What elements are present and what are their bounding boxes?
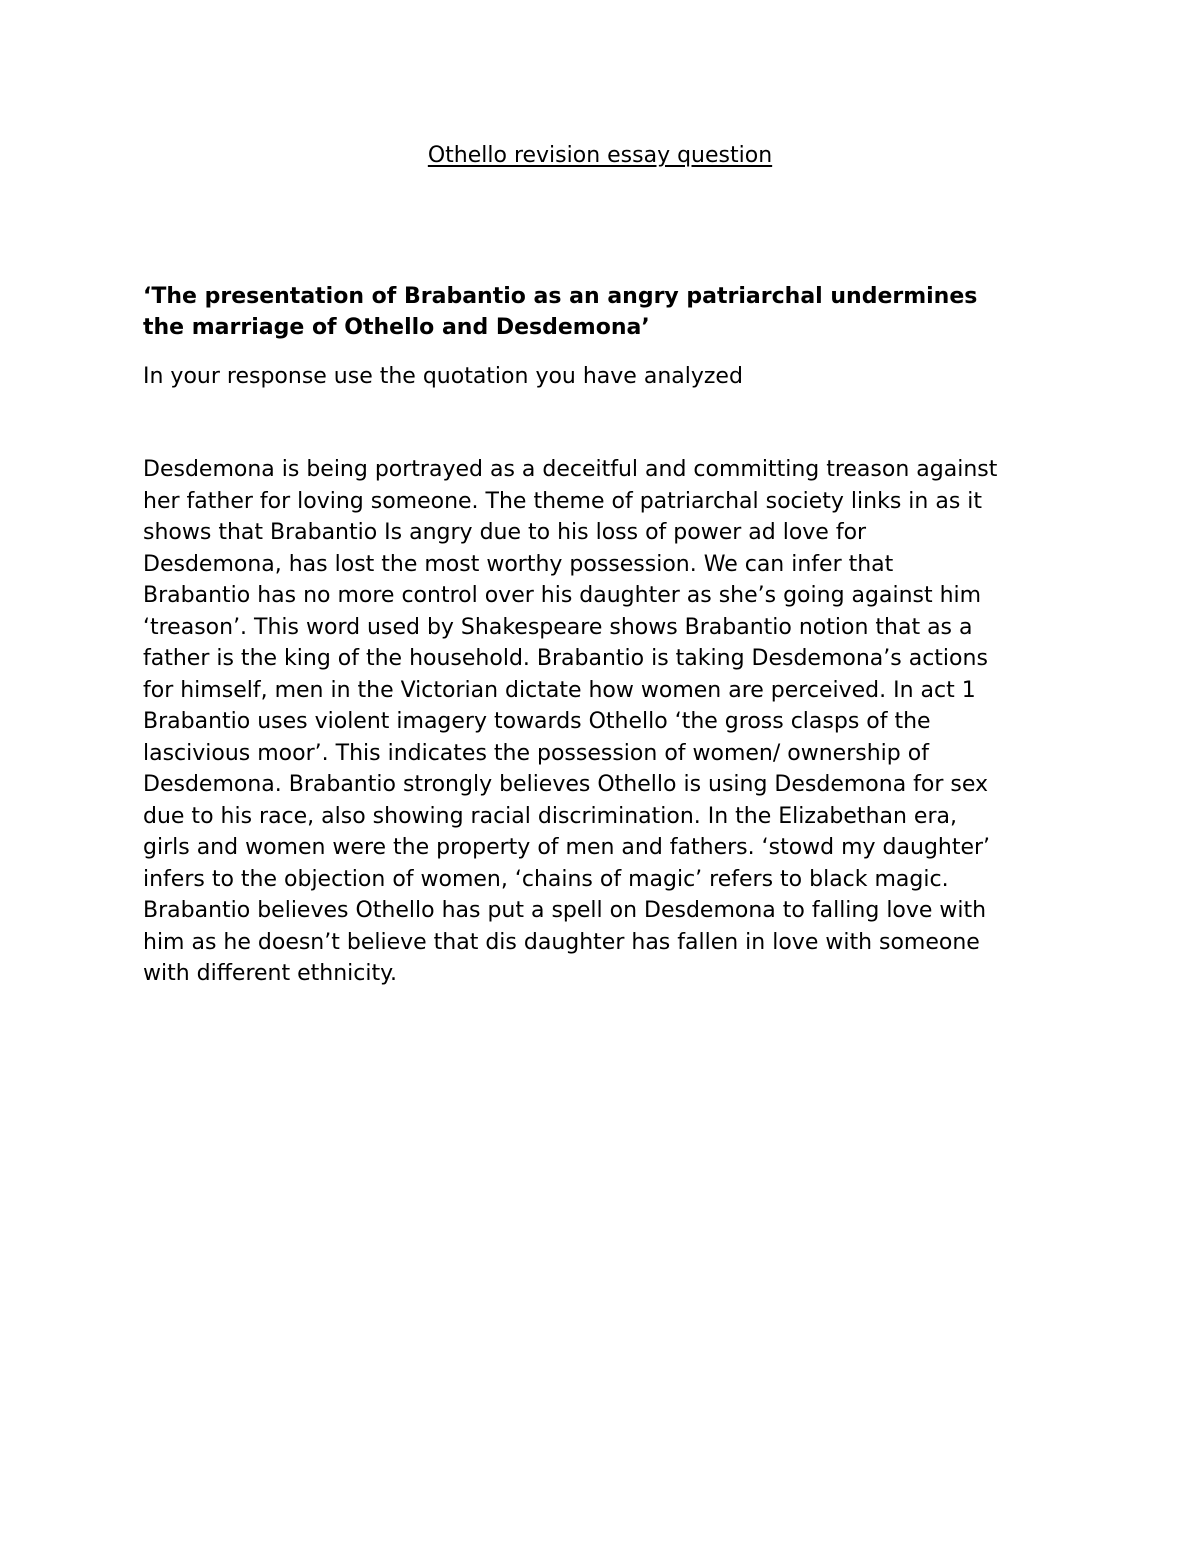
essay-line: Brabantio has no more control over his daughter as she’s going against him <box>143 583 982 608</box>
essay-line: ‘treason’. This word used by Shakespeare shows Brabantio notion that as a <box>143 614 973 640</box>
essay-line: him as he doesn’t believe that dis daughter has fallen in love with someone <box>143 929 980 955</box>
document-title: Othello revision essay question <box>427 143 773 168</box>
essay-instruction: In your response use the quotation you have analyzed <box>143 364 743 389</box>
essay-line: due to his race, also showing racial discrimination. In the Elizabethan era, <box>143 803 957 829</box>
essay-line: infers to the objection of women, ‘chains of magic’ refers to black magic. <box>143 866 949 892</box>
essay-line: Brabantio believes Othello has put a spell on Desdemona to falling love with <box>143 898 987 923</box>
essay-line: Desdemona, has lost the most worthy possession. We can infer that <box>143 551 894 577</box>
essay-line: her father for loving someone. The theme of patriarchal society links in as it <box>143 488 983 514</box>
essay-line: Brabantio uses violent imagery towards Othello ‘the gross clasps of the <box>143 709 931 734</box>
essay-prompt <box>143 281 1083 343</box>
essay-line: father is the king of the household. Brabantio is taking Desdemona’s actions <box>143 646 988 671</box>
essay-line: shows that Brabantio Is angry due to his loss of power ad love for <box>143 520 867 545</box>
essay-line: Desdemona. Brabantio strongly believes Othello is using Desdemona for sex <box>143 772 989 797</box>
essay-line: for himself, men in the Victorian dictate how women are perceived. In act 1 <box>143 677 976 703</box>
essay-line: lascivious moor’. This indicates the possession of women/ ownership of <box>143 740 929 766</box>
essay-body <box>143 454 1083 990</box>
prompt-line: ‘The presentation of Brabantio as an angry patriarchal undermines <box>143 284 978 309</box>
essay-line: girls and women were the property of men and fathers. ‘stowd my daughter’ <box>143 835 991 860</box>
essay-line: with different ethnicity. <box>143 961 397 986</box>
prompt-line: the marriage of Othello and Desdemona’ <box>143 315 650 340</box>
essay-line: Desdemona is being portrayed as a deceitful and committing treason against <box>143 457 998 482</box>
